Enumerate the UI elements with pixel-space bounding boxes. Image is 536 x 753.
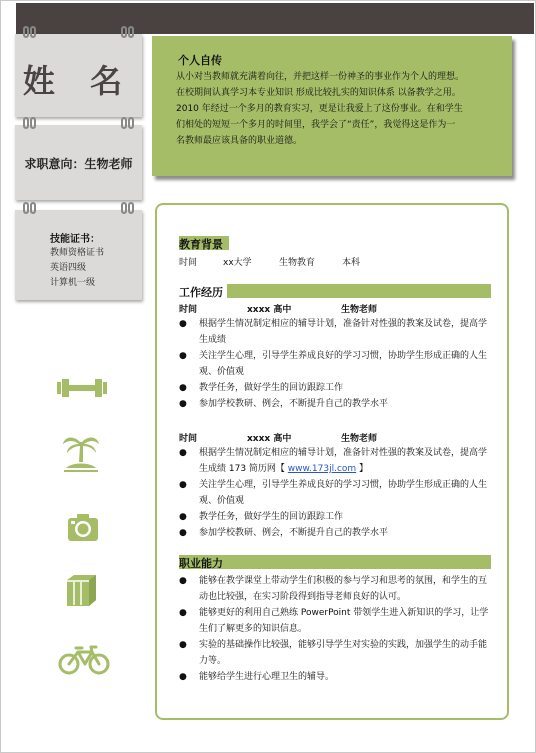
education-time: 时间: [179, 258, 198, 268]
ring-icon: [121, 202, 127, 214]
skills-title-bar: [227, 555, 491, 569]
ring-icon: [30, 202, 36, 214]
link-suffix: 】: [359, 464, 369, 474]
name-tag: [15, 34, 142, 117]
list-item: ● 关注学生心理，引导学生养成良好的学习习惯，协助学生形成正确的人生观、价值观: [179, 348, 495, 380]
list-item: ● 参加学校教研、例会，不断提升自己的教学水平: [179, 396, 495, 412]
list-item-text: 根据学生情况制定相应的辅导计划，准备针对性强的教案及试卷，提高学生成绩 173 简历网【: [199, 448, 488, 474]
resume-site-link[interactable]: www.173jl.com: [287, 464, 357, 474]
education-school: xx大学: [223, 258, 252, 268]
skills-title: 职业能力: [179, 557, 223, 570]
list-item: ● 教学任务，做好学生的回访跟踪工作: [179, 509, 495, 525]
palm-island-icon: [62, 432, 100, 474]
main-content-box: [155, 203, 509, 720]
education-title: 教育背景: [179, 238, 223, 251]
job-time: 时间: [179, 305, 198, 315]
skills-bullets: [179, 573, 495, 685]
list-item: ● 能够更好的利用自己熟练 PowerPoint 带领学生进入新知识的学习，让学生们了解更多的知识信息。: [179, 605, 495, 637]
certificates-list: [50, 246, 104, 291]
job-bullets: [179, 445, 495, 541]
camera-icon: [67, 512, 99, 542]
bicycle-icon: [58, 645, 110, 675]
self-intro-line: 从小对当教师就充满着向往，并把这样一份神圣的事业作为个人的理想。: [176, 72, 465, 82]
self-intro-line: 名教师最应该具备的职业道德。: [176, 136, 303, 146]
candidate-name: 姓 名: [22, 62, 135, 100]
ring-icon: [121, 26, 127, 38]
list-item: ● 关注学生心理，引导学生养成良好的学习习惯，协助学生形成正确的人生观、价值观: [179, 477, 495, 509]
list-item: ● 根据学生情况制定相应的辅导计划，准备针对性强的教案及试卷，提高学生成绩: [179, 316, 495, 348]
job-position: 生物老师: [341, 434, 378, 444]
ring-icon: [23, 202, 29, 214]
job-intent: 求职意向：生物老师: [24, 157, 133, 171]
job-bullets: [179, 316, 495, 412]
job-school: xxxx 高中: [247, 305, 292, 315]
certificates-title: 技能证书：: [50, 234, 100, 245]
ring-icon: [128, 26, 134, 38]
top-bar: [16, 3, 534, 34]
list-item: ● 教学任务，做好学生的回访跟踪工作: [179, 380, 495, 396]
self-intro-title: 个人自传: [178, 54, 222, 67]
self-intro-line: 们相处的短短一个多月的时间里，我学会了“责任”，我觉得这是作为一: [176, 120, 456, 130]
certificates-tag: [15, 210, 142, 300]
ring-icon: [23, 117, 29, 129]
list-item: ● 能够给学生进行心理卫生的辅导。: [179, 669, 495, 685]
self-intro-line: 在校期间认真学习本专业知识 形成比较扎实的知识体系 以备教学之用。: [176, 88, 461, 98]
education-degree: 本科: [342, 258, 361, 268]
work-title-bar: [227, 284, 491, 298]
self-intro-body: [176, 69, 498, 149]
books-icon: [66, 572, 98, 608]
ring-icon: [128, 117, 134, 129]
self-intro-panel: [152, 36, 512, 176]
job-intent-tag: [15, 125, 142, 200]
ring-icon: [121, 117, 127, 129]
work-title: 工作经历: [179, 286, 223, 299]
ring-icon: [30, 26, 36, 38]
list-item: [179, 445, 495, 477]
job-position: 生物老师: [341, 305, 378, 315]
education-major: 生物教育: [279, 258, 316, 268]
job-time: 时间: [179, 434, 198, 444]
certificate-item: 英语四级: [50, 263, 87, 273]
certificate-item: 教师资格证书: [50, 248, 105, 258]
ring-icon: [128, 202, 134, 214]
self-intro-line: 2010 年经过一个多月的教育实习，更是让我爱上了这份事业。在和学生: [176, 104, 463, 114]
ring-icon: [23, 26, 29, 38]
list-item: ● 能够在教学课堂上带动学生们积极的参与学习和思考的氛围，和学生的互动也比较强，在实习阶段得到指导老师良好的认可。: [179, 573, 495, 605]
list-item: ● 参加学校教研、例会，不断提升自己的教学水平: [179, 525, 495, 541]
ring-icon: [30, 117, 36, 129]
dumbbell-icon: [55, 377, 109, 399]
list-item: ● 实验的基础操作比较强，能够引导学生对实验的实践，加强学生的动手能力等。: [179, 637, 495, 669]
certificate-item: 计算机一级: [50, 278, 96, 288]
job-school: xxxx 高中: [247, 434, 292, 444]
